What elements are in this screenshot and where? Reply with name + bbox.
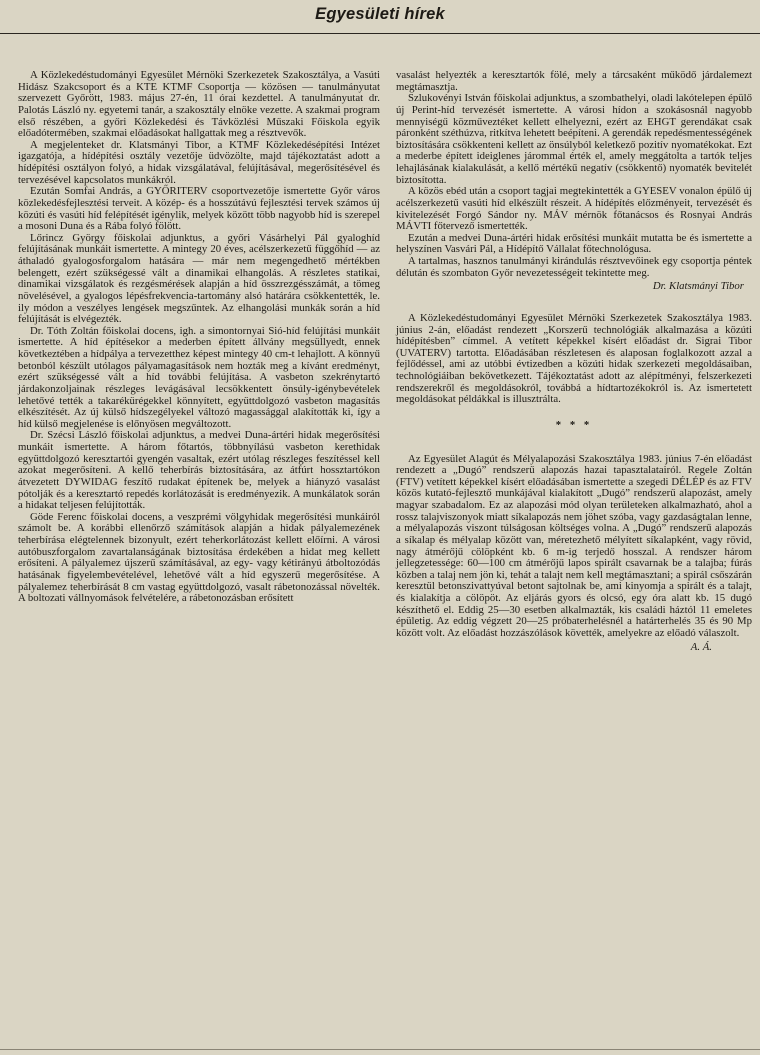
signature: Dr. Klatsmányi Tibor <box>652 280 744 293</box>
page-edge <box>0 1049 760 1050</box>
paragraph: Dr. Szécsi László főiskolai adjunktus, a medvei Duna-ártéri hidak megerősítési munkáit ismertette. A három főtartós, többnyílású vasbeton kerethidak együttdolgozó keresztartói gyengén vasaltak, ezért utólag részleges feszítéssel kell azokat megerősíteni. A kellő teherbírás biztosítására, az átfúrt hossztartókon átvezetett DYWIDAG feszítő rudakat építenek be, melyek a hiányzó vasalást pótolják és a keresztartó repedés korlátozását is eredményezik. A munkálatok során a hidakat teljesen felújították. <box>18 429 380 512</box>
paragraph: vasalást helyezték a keresztartók fölé, mely a tárcsaként működő járdalemezt megtámasztja. <box>396 69 752 93</box>
left-column <box>18 70 380 605</box>
paragraph: A Közlekedéstudományi Egyesület Mérnöki Szerkezetek Szakosztálya 1983. június 2-án, előadást rendezett „Korszerű technológiák alkalmazása a közúti hídépítésben” címmel. A vetített képekkel kísért előadást dr. Sigrai Tibor (UVATERV) tartotta. Előadásában részletesen és alaposan foglalkozott azzal a fejlődéssel, ami az utóbbi évtizedben a közúti hidak szerkezeti megoldásaiban, technológiáiban bekövetkezett. Tájékoztatást adott az alépítményi, felszerkezeti rendszerekről és megoldásokról, továbbá a hídtartozékokról is. Az ismertetett megoldásokat példákkal is illusztrálta. <box>396 311 752 406</box>
paragraph: Ezután a medvei Duna-ártéri hidak erősítési munkáit mutatta be és ismertette a helyszínen Vasvári Pál, a Hídépítő Vállalat főtechnológusa. <box>396 231 752 256</box>
section-separator: * * * <box>555 418 593 431</box>
paragraph: A közös ebéd után a csoport tagjai megtekintették a GYESEV vonalon épülő új acélszerkezetű vasúti híd elkészült részeit. A hídépítés előzményeit, tervezését és kivitelezését Forgó Sándor ny. MÁV mérnök főtanácsos és Rosnyai András MÁVTI főtervező ismertették. <box>396 185 752 233</box>
right-column <box>396 70 752 661</box>
paragraph: Szlukovényi István főiskolai adjunktus, a szombathelyi, oladi lakótelepen épülő új Perint-híd tervezését ismertette. A városi hídon a szokásosnál nagyobb mennyiségű közműveztéket kellett elhelyezni, ezért az EHGT gerendákat csak páronként széthúzva, ritkítva lehetett beépíteni. A gerendák repedésmentességének biztosítására csökkenteni kellett az önsúlyból keletkező pozitív nyomatékokat. Ezt a mederbe épített ideiglenes járommal érték el, amely meggátolta a tartók teljes lehajlásának kialakulását, a kellő mértékű negatív (csökkentő) nyomaték bevitelét biztosította. <box>396 92 752 186</box>
paragraph: Lőrincz György főiskolai adjunktus, a győri Vásárhelyi Pál gyaloghíd felújításának munkáit ismertette. A mintegy 20 éves, acélszerkezetű függőhíd — az áthaladó gyalogosforgalom hatására — már nem megengedhető mértékben belengett, ezért szükségessé vált a dinamikai elhangolás. A részletes statikai, dinamikai vizsgálatok és rezgésmérések alapján a híd összrezgésszámát, a tömeg növelésével, a gyalogos lépésfrekvencia-tartomány alsó határára csökkentették, le. ily módon a veszélyes lengések megszűntek. Az elhangolási munkák során a híd felújítását is elvégezték. <box>18 231 380 326</box>
paragraph: A tartalmas, hasznos tanulmányi kirándulás résztvevőinek egy csoportja péntek délután és szombaton Győr nevezetességeit tekintette meg. <box>396 255 752 279</box>
paragraph: A Közlekedéstudományi Egyesület Mérnöki Szerkezetek Szakosztálya, a Vasúti Hidász Szakcsoport és a KTE KTMF Csoportja — közösen — tanulmányutat szervezett Győrött, 1983. május 27-én, 11 órai kezdettel. A tanulmányutat dr. Palotás László ny. egyetemi tanár, a szakosztály elnöke vezette. A szakmai program első részében, a győri Közlekedési és Távközlési Műszaki Főiskola egyik előadótermében, szakmai előadásokat hallgattak meg a résztvevők. <box>18 69 380 140</box>
paragraph: Az Egyesület Alagút és Mélyalapozási Szakosztálya 1983. június 7-én előadást rendezett a „Dugó” rendszerű alapozás hazai tapasztalatairól. Regele Zoltán (FTV) vetített képekkel kísért előadásában ismertette a szegedi DÉLÉP és az FTV közös kutató-fejlesztő munkájával kialakított „Dugó” rendszerű alapozást, amely magyar szabadalom. Ez az alapozási mód olyan területeken alkalmazható, ahol a rossz talajviszonyok miatt síkalapozás nem jöhet szóba, vagy gazdaságtalan lenne, a mélyalapozás viszont túlságosan költséges volna. A „Dugó” rendszerű alapozás a síkalap és mélyalap között van, méretezhető mélyített síkalapként, vagy rövid, nagy átmérőjű cölöpként kb. 6 m-ig terjedő hosszal. A rendszer három jellegzetessége: 60—100 cm átmérőjű lapos spirált csavarnak be a talajba; fúrás közben a talaj nem jön ki, tehát a talajt nem kell megtámasztani; a spirál csőszárán keresztül betonszivattyúval betont sajtolnak be, ami kinyomja a spirált és a talajt, és kialakítja a cölöpöt. Az eljárás gyors és olcsó, egy óra alatt kb. 15 dugó készíthető el. Eddig 25—30 esetben alkalmazták, kis családi háztól 11 emeletes épületig. Az eddig végzett 20—25 próbaterhelésnél a határterhelés 35 és 90 Mp között volt. Az előadást hozzászólások követték, amelyekre az előadó válaszolt. <box>396 452 752 639</box>
page-title: Egyesületi hírek <box>315 5 445 23</box>
signature: A. Á. <box>690 640 712 653</box>
paragraph: Ezután Somfai András, a GYŐRITERV csoportvezetője ismertette Győr város közlekedésfejlesztési terveit. A közép- és a hosszútávú fejlesztési tervek számos új közúti és vasúti híd felépítését igénylik, melyek között több nagyobb híd is szerepel a mosoni Duna és a Rába folyó fölött. <box>18 185 380 233</box>
paragraph: A megjelenteket dr. Klatsmányi Tibor, a KTMF Közlekedésépítési Intézet igazgatója, a hídépítési osztály vezetője üdvözölte, majd tájékoztatást adott a hídépítési osztályon folyó, a hidak vizsgálatával, felújításával, megerősítésével és tervezésével kapcsolatos munkákról. <box>18 138 380 186</box>
title-rule <box>0 33 760 34</box>
paragraph: Göde Ferenc főiskolai docens, a veszprémi völgyhidak megerősítési munkáiról számolt be. A korábbi ellenőrző számítások alapján a hidak pályalemezének teherbírása elégtelennek bizonyult, ezért teherkorlátozást kellett előírni. A városi autóbuszforgalom zavartalanságának biztosítása érdekében a hidat meg kellett erősíteni. A pályalemez újszerű számításával, az egy- vagy kétirányú átboltozódás hatásának figyelembevételével, lehetővé vált a híd egyszerű megerősítése. A pályalemez teherbírását 8 cm vastag együttdolgozó, vasalt rábetonozással növelték. A boltozati vállnyomások felvételére, a rábetonozásban erősített <box>18 510 380 605</box>
paragraph: Dr. Tóth Zoltán főiskolai docens, igh. a simontornyai Sió-híd felújítási munkáit ismertette. A híd építésekor a mederben épített állvány megsüllyedt, ennek következtében a hídpálya a tervezetthez képest mintegy 40 cm-t lehajlott. A könnyű betonból készült utólagos pályamagasítások nem hozták meg a kívánt eredményt, ezért szükségessé vált a híd további felújítása. A vasbeton szekrénytartó járdakonzoljainak részleges levágásával lecsökkentett önsúly-igénybevételek lehetővé tették a takarékürégekkel könnyített, együttdolgozó vasbeton magasítás elkészítését. Az új külső hídszegélyekel változó magassággal alakították ki, így a híd külső megjelenése is előnyösen megváltozott. <box>18 324 380 430</box>
